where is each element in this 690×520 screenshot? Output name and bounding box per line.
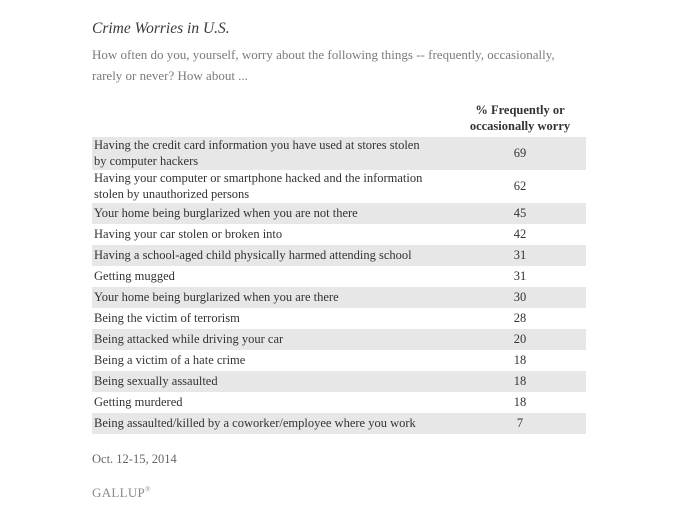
table-row [92,203,586,224]
chart-subtitle: How often do you, yourself, worry about the following things -- frequently, occasionally, rarely or never? How about ... [92,47,555,83]
table-body [92,137,586,434]
row-label: Being a victim of a hate crime [94,352,246,367]
gallup-logo: GALLUP® [92,485,151,500]
row-label: Your home being burglarized when you are not there [94,205,358,220]
source-date: Oct. 12-15, 2014 [92,452,177,466]
row-value: 31 [513,269,527,283]
row-value: 69 [513,146,527,160]
row-value: 42 [513,227,527,241]
row-value: 45 [513,206,527,220]
table-row [92,392,586,413]
row-label: Having the credit card information you have used at stores stolen by computer hackers [94,138,420,168]
row-value: 62 [513,179,527,193]
column-header: % Frequently or occasionally worry [469,103,571,133]
table-row [92,329,586,350]
table-header [92,100,586,137]
table-row [92,413,586,434]
row-label: Being assaulted/killed by a coworker/employee where you work [94,415,416,430]
gallup-logo-text: GALLUP [92,485,146,500]
row-label: Being sexually assaulted [94,373,218,388]
chart-container [92,18,586,501]
table-row [92,308,586,329]
table-row [92,224,586,245]
row-label: Your home being burglarized when you are there [94,289,339,304]
table-row [92,170,586,203]
row-value: 30 [513,290,527,304]
table-row [92,287,586,308]
chart-title: Crime Worries in U.S. [92,20,230,37]
row-label: Being attacked while driving your car [94,331,284,346]
table-row [92,371,586,392]
data-table [92,100,586,434]
table-row [92,245,586,266]
row-value: 20 [513,332,527,346]
row-label: Having a school-aged child physically harmed attending school [94,247,412,262]
row-value: 18 [513,395,527,409]
row-value: 18 [513,353,527,367]
row-label: Having your computer or smartphone hacked and the information stolen by unauthorized persons [94,171,423,201]
table-row [92,137,586,170]
row-value: 7 [516,416,524,430]
row-label: Having your car stolen or broken into [94,226,283,241]
row-label: Getting mugged [94,268,175,283]
table-row [92,350,586,371]
row-value: 18 [513,374,527,388]
row-value: 31 [513,248,527,262]
row-value: 28 [513,311,527,325]
table-row [92,266,586,287]
row-label: Being the victim of terrorism [94,310,240,325]
row-label: Getting murdered [94,394,183,409]
